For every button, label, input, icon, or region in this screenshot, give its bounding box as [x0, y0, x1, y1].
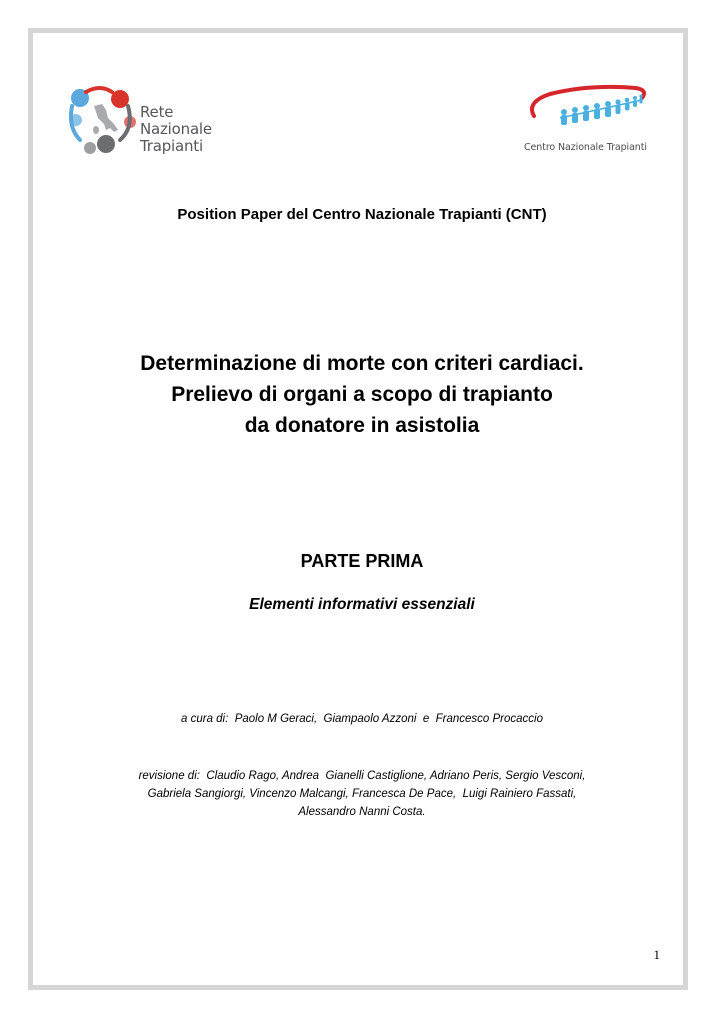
- sardinia-shape: [93, 126, 99, 134]
- revision-line-3: Alessandro Nanni Costa.: [298, 806, 426, 818]
- logo-small-gray-sphere: [84, 142, 96, 154]
- title-line-2: Prelievo di organi a scopo di trapianto: [171, 383, 553, 406]
- part-label: PARTE PRIMA: [300, 551, 424, 571]
- logo-line-3: Trapianti: [140, 137, 203, 155]
- cnt-logo-mark: [520, 82, 660, 140]
- rete-logo-wordmark: [140, 104, 212, 155]
- centro-nazionale-trapianti-logo: [520, 82, 660, 162]
- logo-line-2: Nazionale: [140, 120, 212, 138]
- rete-logo-mark: [62, 84, 142, 164]
- cnt-logo-caption: Centro Nazionale Trapianti: [524, 142, 647, 153]
- title-line-3: da donatore in asistolia: [244, 414, 480, 437]
- document-title: [0, 348, 724, 441]
- logo-arc-top: [86, 88, 112, 92]
- revision-line-1: revisione di: Claudio Rago, Andrea Gianelli Castiglione, Adriano Peris, Sergio Vesconi,: [138, 770, 586, 782]
- page-border: [28, 28, 688, 990]
- revision-line-2: Gabriela Sangiorgi, Vincenzo Malcangi, Francesca De Pace, Luigi Rainiero Fassati,: [147, 788, 577, 800]
- part-subtitle: Elementi informativi essenziali: [249, 596, 475, 613]
- people-chain-icon: [561, 94, 643, 125]
- page-number: 1: [653, 947, 660, 962]
- curated-by: a cura di: Paolo M Geraci, Giampaolo Azzoni e Francesco Procaccio: [181, 713, 543, 725]
- title-line-1: Determinazione di morte con criteri cardiaci.: [140, 352, 584, 375]
- logo-line-1: Rete: [140, 103, 174, 121]
- revision-credits: [0, 767, 724, 821]
- rete-nazionale-trapianti-logo: [62, 84, 232, 164]
- position-paper-title: Position Paper del Centro Nazionale Trapianti (CNT): [177, 206, 547, 223]
- logo-gray-sphere: [97, 135, 115, 153]
